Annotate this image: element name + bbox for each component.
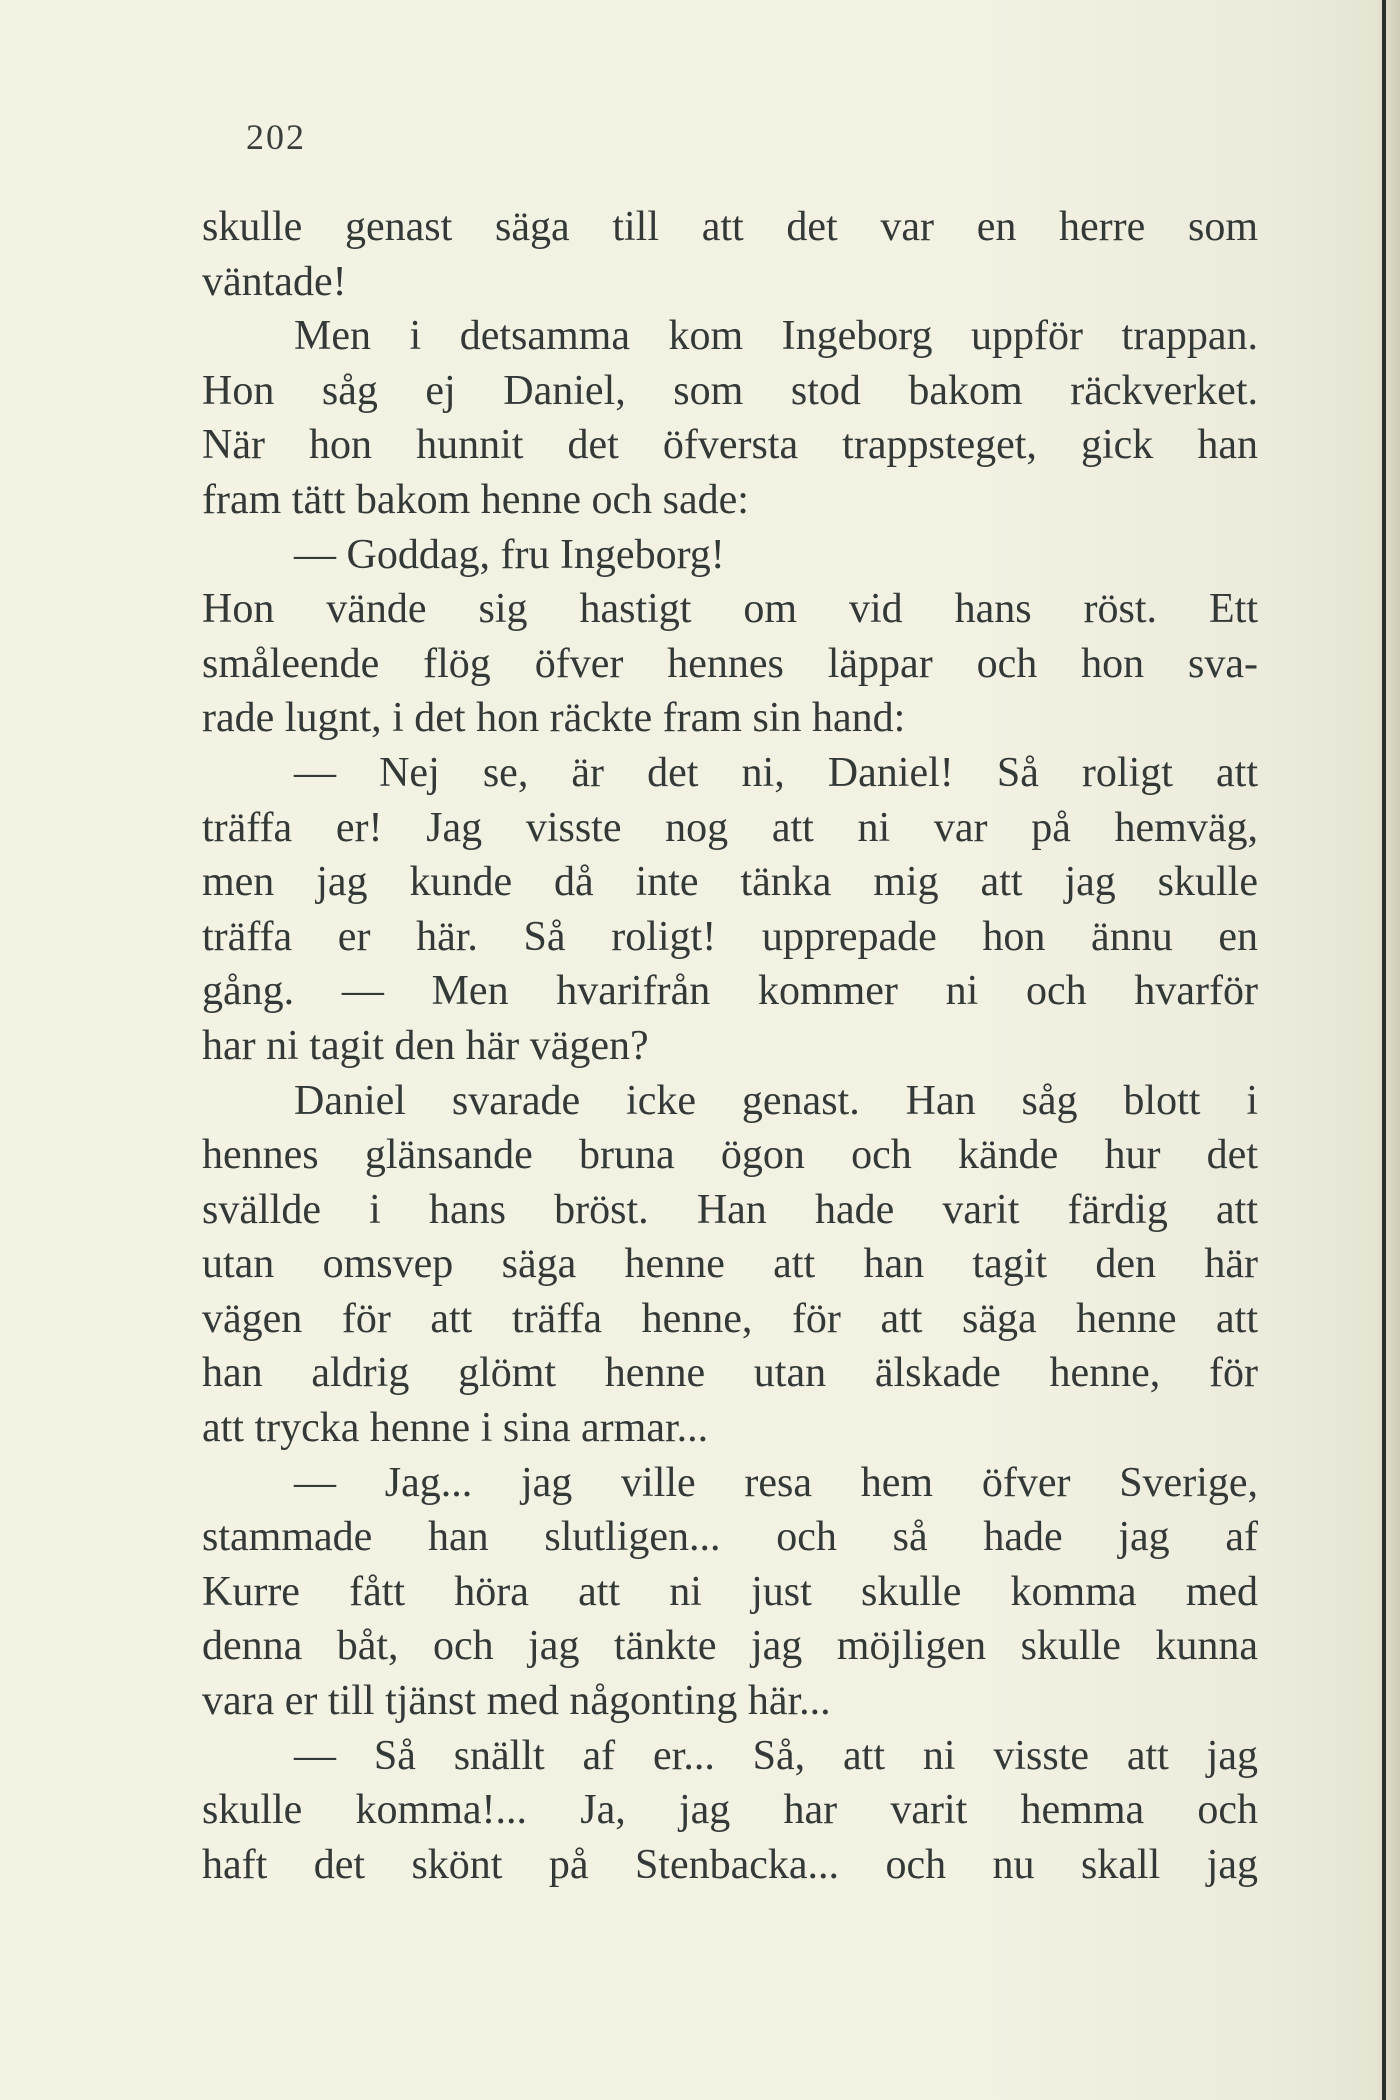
- text-line: — Jag... jag ville resa hem öfver Sverige,: [294, 1459, 1258, 1506]
- text-line: — Goddag, fru Ingeborg!: [294, 531, 725, 578]
- text-line: Hon såg ej Daniel, som stod bakom räckverket.: [202, 367, 1258, 414]
- text-line: Hon vände sig hastigt om vid hans röst. Ett: [202, 586, 1258, 633]
- text-line: haft det skönt på Stenbacka... och nu skall jag: [202, 1841, 1258, 1888]
- text-line: har ni tagit den här vägen?: [202, 1022, 649, 1069]
- page-number: 202: [246, 117, 306, 157]
- text-line: att trycka henne i sina armar...: [202, 1405, 709, 1452]
- text-line: utan omsvep säga henne att han tagit den här: [202, 1241, 1258, 1288]
- text-line: — Nej se, är det ni, Daniel! Så roligt att: [294, 749, 1258, 796]
- text-line: — Så snällt af er... Så, att ni visste att jag: [294, 1732, 1258, 1779]
- text-line: Daniel svarade icke genast. Han såg blott i: [294, 1077, 1258, 1124]
- text-line: skulle genast säga till att det var en herre som: [202, 204, 1258, 250]
- text-line: träffa er! Jag visste nog att ni var på hemväg,: [202, 804, 1258, 851]
- text-line: denna båt, och jag tänkte jag möjligen skulle kunna: [202, 1623, 1258, 1670]
- text-line: träffa er här. Så roligt! upprepade hon ännu en: [202, 913, 1258, 960]
- text-line: stammade han slutligen... och så hade jag af: [202, 1514, 1258, 1561]
- binding-edge-line: [1382, 0, 1386, 2100]
- text-line: vägen för att träffa henne, för att säga henne att: [202, 1295, 1258, 1342]
- text-line: men jag kunde då inte tänka mig att jag skulle: [202, 859, 1258, 906]
- text-line: vara er till tjänst med någonting här...: [202, 1678, 831, 1725]
- text-line: Kurre fått höra att ni just skulle komma med: [202, 1568, 1258, 1615]
- text-line: rade lugnt, i det hon räckte fram sin hand:: [202, 695, 906, 742]
- text-line: gång. — Men hvarifrån kommer ni och hvarför: [202, 968, 1258, 1015]
- text-line: hennes glänsande bruna ögon och kände hur det: [202, 1132, 1258, 1179]
- body-text: [202, 200, 1258, 1892]
- text-line: småleende flög öfver hennes läppar och hon sva-: [202, 640, 1258, 687]
- text-line: väntade!: [202, 258, 347, 305]
- text-line: Men i detsamma kom Ingeborg uppför trappan.: [294, 313, 1258, 360]
- text-line: svällde i hans bröst. Han hade varit färdig att: [202, 1186, 1258, 1233]
- text-line: När hon hunnit det öfversta trappsteget, gick han: [202, 422, 1258, 469]
- text-line: fram tätt bakom henne och sade:: [202, 476, 749, 523]
- text-line: skulle komma!... Ja, jag har varit hemma och: [202, 1787, 1258, 1834]
- text-line: han aldrig glömt henne utan älskade henne, för: [202, 1350, 1258, 1397]
